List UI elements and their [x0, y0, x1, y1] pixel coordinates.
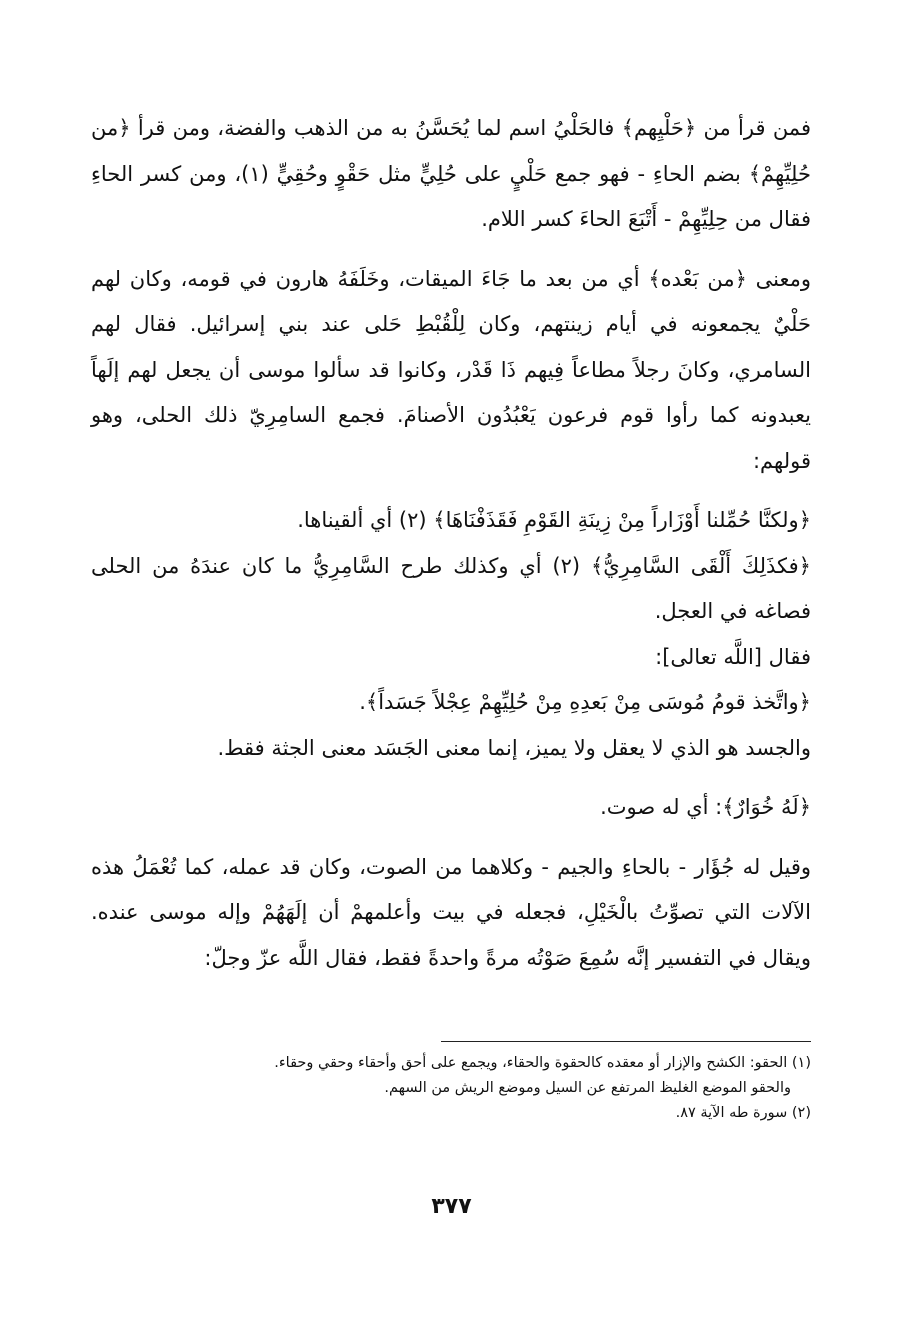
footnotes [91, 1051, 811, 1126]
paragraph-gap [91, 484, 811, 498]
paragraph-gap [91, 771, 811, 785]
footnote-2: (٢) سورة طه الآية ٨٧. [675, 1105, 811, 1121]
paragraph-hali-reading: فمن قرأ من ﴿حَلْيِهم﴾ فالحَلْيُ اسم لما يُحَسَّنُ به من الذهب والفضة، ومن قرأ ﴿من حُلِيِّهِمْ﴾ بضم الحاءِ - فهو جمع حَلْيٍ على حُلِيٍّ مثل حَقْوٍ وحُقِيٍّ (١)، ومن كسر الحاءِ فقال من حِلِيِّهِمْ - أَتْبَعَ الحاءَ كسر اللام. [91, 116, 811, 231]
main-text [91, 106, 811, 981]
footnote-divider [441, 1041, 811, 1042]
paragraph-gap [91, 831, 811, 845]
verse-wa-lakinna-hummilna: ﴿ولكنَّا حُمِّلنا أَوْزَاراً مِنْ زِينَةِ القَوْمِ فَقَذَفْنَاهَا﴾ (٢) أي ألقيناها. [297, 508, 811, 532]
paragraph-al-jasad: والجسد هو الذي لا يعقل ولا يميز، إنما معنى الجَسَد معنى الجثة فقط. [217, 735, 811, 760]
footnote-1-continued: والحقو الموضع الغليظ المرتفع عن السيل وموضع الريش من السهم. [384, 1080, 791, 1096]
verse-fa-kadhalika-alqa: ﴿فكذَلِكَ أَلْقَى السَّامِرِيُّ﴾ (٢) أي وكذلك طرح السَّامِرِيُّ ما كان عندَهُ من الحلى فصاغه في العجل. [91, 553, 811, 623]
footnote-1: (١) الحقو: الكشح والإزار أو معقده كالحقوة والحقاء، ويجمع على أحق وأحقاء وحقي وحقاء. [274, 1055, 811, 1071]
paragraph-gap [91, 243, 811, 257]
paragraph-min-badihi: ومعنى ﴿من بَعْده﴾ أي من بعد ما جَاءَ الميقات، وخَلَفَهُ هارون في قومه، وكان لهم حَلْيٌ يجمعونه في أيام زينتهم، وكان لِلْقُبْطِ حَلى عند بني إسرائيل. فقال لهم السامري، وكانَ رجلاً مطاعاً فِيهم ذَا قَدْر، وكانوا قد سألوا موسى أن يجعل لهم إلَهاً يعبدونه كما رأوا قوم فرعون يَعْبُدُون الأصنامَ. فجمع السامِرِيّ ذلك الحلى، وهو قولهم: [91, 266, 811, 473]
page-number: ٣٧٧ [431, 1194, 472, 1219]
verse-wa-ittakhadha: ﴿واتَّخذ قومُ مُوسَى مِنْ بَعدِهِ مِنْ حُلِيِّهِمْ عِجْلاً جَسَداً﴾. [359, 690, 811, 714]
paragraph-juar: وقيل له جُؤَار - بالحاءِ والجيم - وكلاهما من الصوت، وكان قد عمله، كما تُعْمَلُ هذه الآلات التي تصوِّتُ بالْخَيْلِ، فجعله في بيت وأعلمهمْ أن إلَهَهُمْ وإله موسى عنده. ويقال في التفسير إنَّه سُمِعَ صَوْتُه مرةً واحدةً فقط، فقال اللَّه عزّ وجلّ: [91, 854, 811, 970]
paragraph-faqala: فقال [اللَّه تعالى]: [655, 644, 811, 669]
verse-lahu-khuwar: ﴿لَهُ خُوَارٌ﴾: أي له صوت. [600, 795, 811, 819]
